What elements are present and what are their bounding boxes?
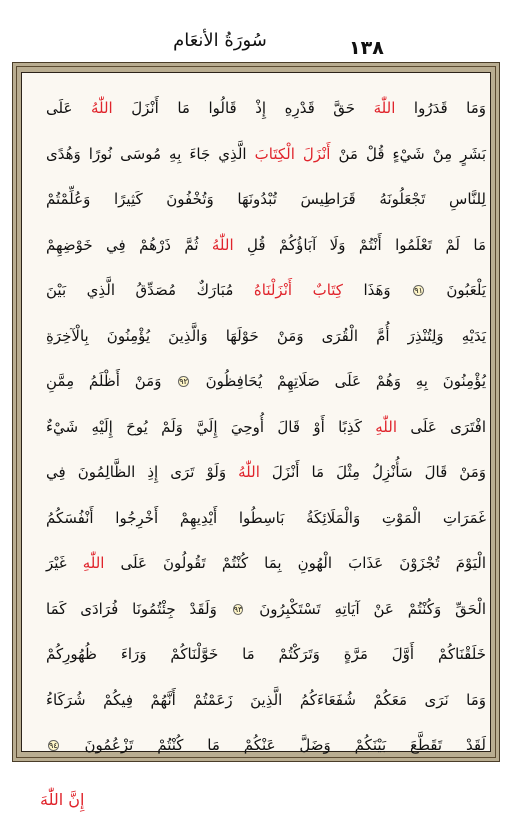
verse-text: الْيَوْمَ تُجْزَوْنَ عَذَابَ الْهُونِ بِمَا كُنْتُمْ تَقُولُونَ عَلَى [104, 554, 486, 572]
verse-text: لِلنَّاسِ تَجْعَلُونَهُ قَرَاطِيسَ تُبْدُونَهَا وَتُخْفُونَ كَثِيرًا وَعُلِّمْتُمْ [46, 190, 486, 208]
page-frame [12, 62, 500, 762]
ayah-number-marker: ٩٣ [233, 604, 243, 614]
verse-text: يَدَيْهِ وَلِتُنْذِرَ أُمَّ الْقُرَى وَمَنْ حَوْلَهَا وَالَّذِينَ يُؤْمِنُونَ بِالْآخِرَةِ [46, 326, 486, 345]
verse-text: وَلَوْ تَرَى إِذِ الظَّالِمُونَ فِي [46, 463, 239, 481]
verse-line [46, 275, 486, 305]
page-number: ١٣٨ [349, 37, 384, 59]
verse-text: كَذِبًا أَوْ قَالَ أُوحِيَ إِلَيَّ وَلَمْ يُوحَ إِلَيْهِ شَيْءٌ [46, 417, 376, 436]
verse-line [46, 184, 486, 214]
verse-text: غَيْرَ [46, 554, 83, 572]
verse-line [46, 321, 486, 351]
verse-text: ثُمَّ ذَرْهُمْ فِي خَوْضِهِمْ [46, 235, 212, 254]
text-panel [21, 72, 491, 752]
highlighted-word: اللّٰهُ [90, 99, 113, 117]
verse-line [46, 730, 486, 760]
verse-line [46, 412, 486, 442]
verse-text: غَمَرَاتِ الْمَوْتِ وَالْمَلَائِكَةُ بَاسِطُوا أَيْدِيهِمْ أَخْرِجُوا أَنْفُسَكُمُ [46, 508, 486, 527]
highlighted-word: اللّٰهَ [373, 99, 396, 117]
verse-text: مُبَارَكٌ مُصَدِّقُ الَّذِي بَيْنَ [46, 281, 254, 299]
verse-text: عَلَى [46, 99, 91, 117]
verse-line [46, 548, 486, 578]
verse-text: وَمَنْ قَالَ سَأُنْزِلُ مِثْلَ مَا أَنْزَلَ [259, 463, 486, 481]
verse-text: الَّذِي جَاءَ بِهِ مُوسَى نُورًا وَهُدًى [46, 144, 255, 163]
verse-text: خَلَقْنَاكُمْ أَوَّلَ مَرَّةٍ وَتَرَكْتُمْ مَا خَوَّلْنَاكُمْ وَرَاءَ ظُهُورِكُمْ [46, 645, 486, 663]
verse-text: يَلْعَبُونَ [425, 281, 487, 299]
verse-text: افْتَرَى عَلَى [397, 417, 487, 436]
verse-text: لَقَدْ تَقَطَّعَ بَيْنَكُمْ وَضَلَّ عَنْكُمْ مَا كُنْتُمْ تَزْعُمُونَ [60, 736, 486, 754]
verse-line [46, 503, 486, 533]
highlighted-word: اللّٰهِ [82, 554, 105, 572]
ayah-number-marker: ٩١ [414, 286, 423, 295]
verse-line [46, 685, 486, 715]
verse-line [46, 594, 486, 624]
highlighted-word: اللّٰهُ [238, 463, 260, 481]
verse-text: حَقَّ قَدْرِهِ إِذْ قَالُوا مَا أَنْزَلَ [112, 99, 374, 117]
verse-text: بَشَرٍ مِنْ شَيْءٍ قُلْ مَنْ [330, 144, 487, 163]
verse-line [46, 93, 486, 123]
surah-title: سُورَةُ الأنعَام [173, 30, 267, 51]
verse-text: وَمَا نَرَى مَعَكُمْ شُفَعَاءَكُمُ الَّذِينَ زَعَمْتُمْ أَنَّهُمْ فِيكُمْ شُرَكَاءُ [46, 690, 486, 709]
verse-text: وَلَقَدْ جِئْتُمُونَا فُرَادَى كَمَا [46, 599, 231, 618]
verse-line [46, 366, 486, 396]
verse-text: وَمَنْ أَظْلَمُ مِمَّنِ [46, 372, 177, 390]
verse-line [46, 230, 486, 260]
highlighted-word: أَنْزَلَ الْكِتَابَ [254, 144, 331, 163]
verse-text: وَمَا قَدَرُوا [395, 99, 486, 117]
verse-line [46, 139, 486, 169]
verse-text: يُؤْمِنُونَ بِهِ وَهُمْ عَلَى صَلَاتِهِمْ يُحَافِظُونَ [190, 372, 486, 390]
verse-line [46, 639, 486, 669]
highlighted-word: اللّٰهِ [375, 417, 397, 436]
highlighted-word: كِتَابٌ أَنْزَلْنَاهُ [253, 281, 343, 299]
verse-text: مَا لَمْ تَعْلَمُوا أَنْتُمْ وَلَا آبَاؤُكُمْ قُلِ [233, 235, 486, 254]
ayah-number-marker: ٩٢ [179, 377, 188, 386]
ayah-number-marker: ٩٤ [49, 741, 58, 750]
catchword: إِنَّ اللّٰهَ [40, 790, 85, 809]
verse-text: وَهَذَا [342, 281, 412, 299]
verse-line [46, 457, 486, 487]
verse-text: الْحَقِّ وَكُنْتُمْ عَنْ آيَاتِهِ تَسْتَكْبِرُونَ [245, 599, 486, 618]
highlighted-word: اللّٰهُ [211, 235, 234, 254]
